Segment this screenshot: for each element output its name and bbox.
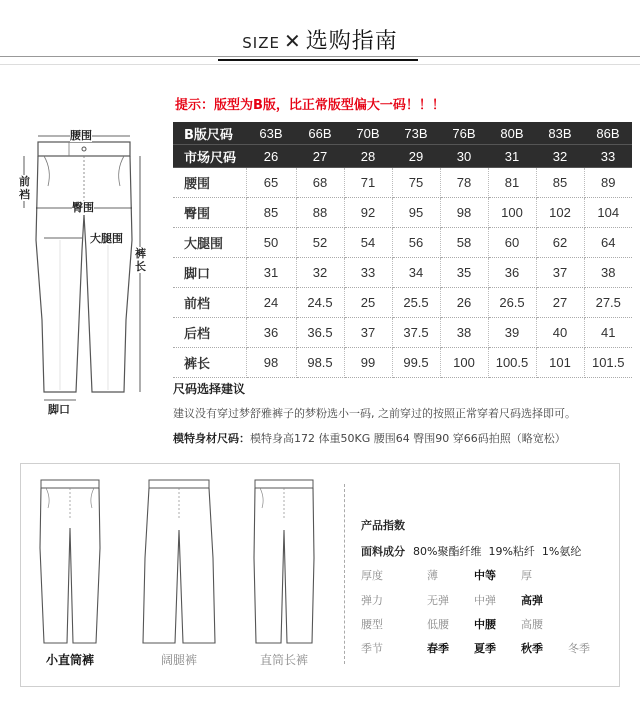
size-table-cell: 36.5 <box>296 318 344 348</box>
size-table-cell: 85 <box>536 168 584 198</box>
page-header <box>0 0 640 64</box>
size-table-cell: 26.5 <box>488 288 536 318</box>
product-index-option: 冬季 <box>568 642 590 655</box>
fabric-part: 1%氨纶 <box>541 545 582 558</box>
product-index-row <box>361 616 621 632</box>
size-table-cell: 26 <box>246 145 296 168</box>
size-table-cell: 36 <box>246 318 296 348</box>
size-table-cell: 102 <box>536 198 584 228</box>
size-table-cell: 50 <box>246 228 296 258</box>
size-table-cell: 60 <box>488 228 536 258</box>
size-table-cell: 76B <box>440 122 488 145</box>
product-index-option: 春季 <box>427 642 449 655</box>
size-table-cell: 37 <box>536 258 584 288</box>
size-table-cell: 100.5 <box>488 348 536 378</box>
size-table-cell: 27 <box>536 288 584 318</box>
size-table-row-label: 臀围 <box>173 198 246 228</box>
product-index-title: 产品指数 <box>361 519 405 532</box>
size-table-cell: 38 <box>440 318 488 348</box>
size-table-cell: 58 <box>440 228 488 258</box>
product-index-row <box>361 567 621 583</box>
size-table-cell: 73B <box>392 122 440 145</box>
product-index-option: 低腰 <box>427 618 449 631</box>
advice-title: 尺码选择建议 <box>173 382 246 396</box>
product-index-option: 秋季 <box>521 642 543 655</box>
diagram-label-waist: 腰围 <box>70 129 92 142</box>
size-table-cell: 75 <box>392 168 440 198</box>
product-index-row <box>361 640 621 656</box>
size-table-cell: 99.5 <box>392 348 440 378</box>
size-table-row <box>173 318 632 348</box>
advice-text: 建议没有穿过梦舒雅裤子的梦粉选小一码, 之前穿过的按照正常穿着尺码选择即可。 <box>173 407 576 420</box>
fabric-part: 19%粘纤 <box>488 545 535 558</box>
size-table-cell: 88 <box>296 198 344 228</box>
product-index-option: 无弹 <box>427 594 449 607</box>
size-table-cell: 66B <box>296 122 344 145</box>
size-table-cell: 78 <box>440 168 488 198</box>
size-table-cell: 101 <box>536 348 584 378</box>
header-divider-lower <box>0 64 640 65</box>
product-index-option: 高腰 <box>521 618 543 631</box>
size-table-cell: 62 <box>536 228 584 258</box>
size-table-cell: 81 <box>488 168 536 198</box>
size-table-cell: 98 <box>440 198 488 228</box>
product-index-option: 厚 <box>521 569 532 582</box>
model-info-text: 模特身高172 体重50KG 腰围64 臀围90 穿66码拍照（略宽松） <box>250 432 566 445</box>
size-table-cell: 54 <box>344 228 392 258</box>
size-table-cell: 35 <box>440 258 488 288</box>
diagram-label-hip: 臀围 <box>72 201 94 214</box>
size-table-cell: 29 <box>392 145 440 168</box>
size-table-row-label: 大腿围 <box>173 228 246 258</box>
size-table-cell: 28 <box>344 145 392 168</box>
product-index-row-label: 弹力 <box>361 594 383 607</box>
size-table-row <box>173 198 632 228</box>
size-table-row-label: 脚口 <box>173 258 246 288</box>
size-table-row-label: B版尺码 <box>173 122 246 145</box>
style-name-slim-straight: 小直筒裤 <box>45 653 94 667</box>
product-index-row-label: 厚度 <box>361 569 383 582</box>
header-divider <box>0 56 640 57</box>
size-table-cell: 26 <box>440 288 488 318</box>
header-title-en: SIZE <box>242 34 280 52</box>
size-table-cell: 27 <box>296 145 344 168</box>
size-table-cell: 24 <box>246 288 296 318</box>
size-table-cell: 92 <box>344 198 392 228</box>
size-table-row-label: 前档 <box>173 288 246 318</box>
product-index-option: 高弹 <box>521 594 543 607</box>
size-table-cell: 101.5 <box>584 348 632 378</box>
size-table-cell: 99 <box>344 348 392 378</box>
size-table-row <box>173 288 632 318</box>
size-table-cell: 27.5 <box>584 288 632 318</box>
size-table-cell: 52 <box>296 228 344 258</box>
size-table-cell: 71 <box>344 168 392 198</box>
model-info <box>173 430 566 446</box>
size-table-row <box>173 228 632 258</box>
size-table-cell: 65 <box>246 168 296 198</box>
pants-measurement-diagram <box>14 120 170 420</box>
style-and-index-panel <box>20 463 620 687</box>
size-table-cell: 100 <box>488 198 536 228</box>
size-table-cell: 85 <box>246 198 296 228</box>
size-table-cell: 34 <box>392 258 440 288</box>
size-table-cell: 83B <box>536 122 584 145</box>
size-table-cell: 56 <box>392 228 440 258</box>
size-table-cell: 25 <box>344 288 392 318</box>
size-table-row <box>173 168 632 198</box>
size-table-row <box>173 348 632 378</box>
diagram-label-thigh: 大腿围 <box>90 232 123 245</box>
header-underline <box>218 59 418 61</box>
size-table-cell: 40 <box>536 318 584 348</box>
size-table-cell: 100 <box>440 348 488 378</box>
product-index-row-label: 腰型 <box>361 618 383 631</box>
size-table-cell: 89 <box>584 168 632 198</box>
size-table-cell: 25.5 <box>392 288 440 318</box>
wide-leg-pants-icon <box>141 478 217 648</box>
size-table-row-label: 后档 <box>173 318 246 348</box>
size-table-cell: 37 <box>344 318 392 348</box>
model-info-label: 模特身材尺码： <box>173 432 250 445</box>
size-table-cell: 80B <box>488 122 536 145</box>
product-index-row-label: 季节 <box>361 642 383 655</box>
size-table <box>173 122 632 378</box>
header-title-cn: 选购指南 <box>305 29 398 54</box>
product-index-option: 薄 <box>427 569 438 582</box>
diagram-label-length: 裤长 <box>135 247 146 273</box>
size-table-cell: 31 <box>246 258 296 288</box>
size-table-cell: 68 <box>296 168 344 198</box>
product-index-option: 中弹 <box>474 594 496 607</box>
size-table-cell: 95 <box>392 198 440 228</box>
fabric-composition <box>361 543 588 559</box>
size-table-cell: 63B <box>246 122 296 145</box>
style-name-straight-long: 直筒长裤 <box>259 653 308 667</box>
size-table-cell: 32 <box>296 258 344 288</box>
size-table-row-label: 裤长 <box>173 348 246 378</box>
size-table-cell: 30 <box>440 145 488 168</box>
size-table-cell: 86B <box>584 122 632 145</box>
product-index-option: 中腰 <box>474 618 496 631</box>
fabric-label: 面料成分 <box>361 545 405 558</box>
style-name-wide-leg: 阔腿裤 <box>160 653 197 667</box>
size-table-cell: 98.5 <box>296 348 344 378</box>
size-table-row <box>173 258 632 288</box>
size-table-cell: 33 <box>584 145 632 168</box>
straight-long-pants-icon <box>251 478 317 648</box>
fabric-part: 80%聚酯纤维 <box>413 545 482 558</box>
size-table-cell: 70B <box>344 122 392 145</box>
cross-icon: ✕ <box>283 29 302 53</box>
slim-straight-pants-icon <box>37 478 103 648</box>
header-title <box>0 24 640 55</box>
diagram-label-front-rise: 前裆 <box>19 175 30 201</box>
size-table-cell: 37.5 <box>392 318 440 348</box>
product-index-row <box>361 592 621 608</box>
product-index-option: 中等 <box>474 569 496 582</box>
size-table-cell: 98 <box>246 348 296 378</box>
size-table-cell: 41 <box>584 318 632 348</box>
size-table-cell: 38 <box>584 258 632 288</box>
size-table-cell: 36 <box>488 258 536 288</box>
size-table-row-label: 腰围 <box>173 168 246 198</box>
size-table-cell: 33 <box>344 258 392 288</box>
size-notice: 提示：版型为B版，比正常版型偏大一码！！！ <box>175 98 445 113</box>
panel-divider <box>344 484 345 664</box>
size-table-cell: 104 <box>584 198 632 228</box>
size-table-header-row <box>173 122 632 145</box>
size-table-cell: 24.5 <box>296 288 344 318</box>
product-index-option: 夏季 <box>474 642 496 655</box>
size-table-header-row <box>173 145 632 168</box>
diagram-label-hem: 脚口 <box>48 403 70 416</box>
size-table-row-label: 市场尺码 <box>173 145 246 168</box>
size-table-cell: 31 <box>488 145 536 168</box>
size-table-cell: 39 <box>488 318 536 348</box>
size-table-cell: 32 <box>536 145 584 168</box>
size-table-cell: 64 <box>584 228 632 258</box>
